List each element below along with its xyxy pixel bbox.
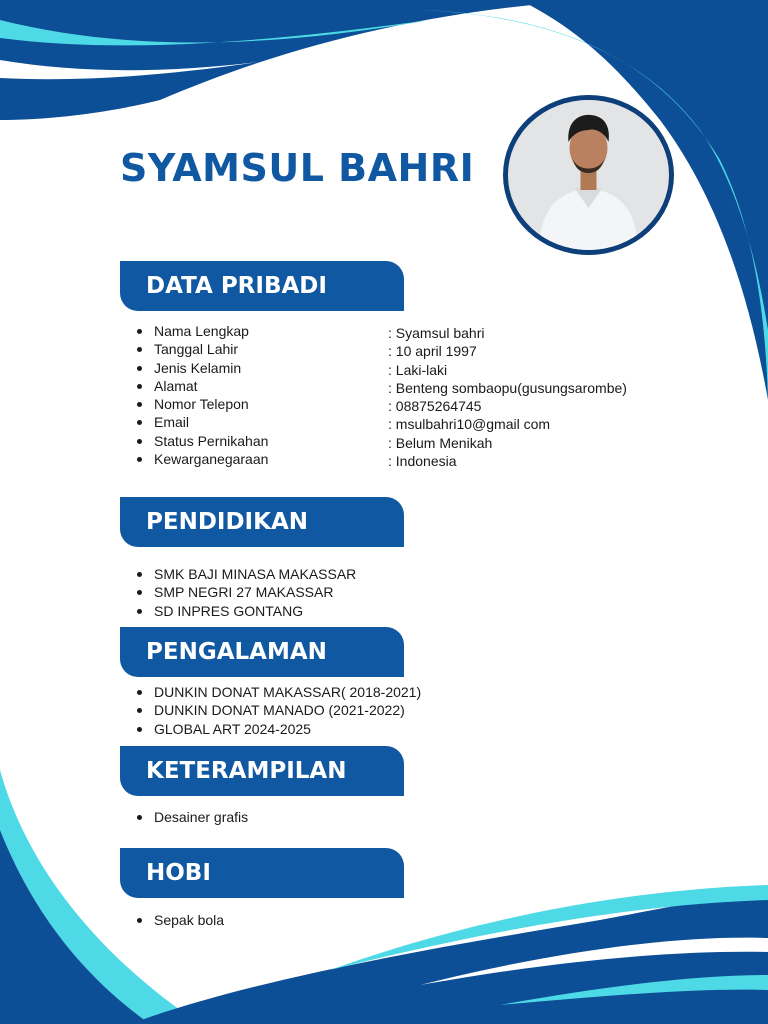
profile-photo — [503, 95, 674, 255]
list-item: Status Pernikahan — [136, 432, 268, 450]
full-name-heading: SYAMSUL BAHRI — [120, 146, 475, 190]
personal-data-labels — [136, 322, 268, 468]
section-header-hobbies: HOBI — [120, 848, 404, 898]
value-item: : Benteng sombaopu(gusungsarombe) — [388, 379, 627, 397]
value-item: : 10 april 1997 — [388, 342, 627, 360]
list-item: DUNKIN DONAT MAKASSAR( 2018-2021) — [136, 683, 421, 701]
list-item: Sepak bola — [136, 911, 224, 929]
skills-list — [136, 808, 248, 826]
list-item: Nama Lengkap — [136, 322, 268, 340]
value-item: : Laki-laki — [388, 361, 627, 379]
hobbies-list — [136, 911, 224, 929]
list-item: Alamat — [136, 377, 268, 395]
value-item: : msulbahri10@gmail com — [388, 415, 627, 433]
person-portrait-icon — [508, 100, 669, 250]
value-item: : Belum Menikah — [388, 434, 627, 452]
list-item: SMP NEGRI 27 MAKASSAR — [136, 583, 356, 601]
value-item: : Syamsul bahri — [388, 324, 627, 342]
section-header-skills: KETERAMPILAN — [120, 746, 404, 796]
value-item: : 08875264745 — [388, 397, 627, 415]
section-header-education: PENDIDIKAN — [120, 497, 404, 547]
personal-data-values — [388, 324, 627, 470]
experience-list — [136, 683, 421, 738]
list-item: Tanggal Lahir — [136, 340, 268, 358]
list-item: Kewarganegaraan — [136, 450, 268, 468]
value-item: : Indonesia — [388, 452, 627, 470]
top-wave-dark — [0, 0, 590, 120]
list-item: SMK BAJI MINASA MAKASSAR — [136, 565, 356, 583]
education-list — [136, 565, 356, 620]
list-item: Jenis Kelamin — [136, 359, 268, 377]
bottom-wave-dark — [130, 890, 768, 1024]
section-header-personal-data: DATA PRIBADI — [120, 261, 404, 311]
list-item: SD INPRES GONTANG — [136, 602, 356, 620]
list-item: Desainer grafis — [136, 808, 248, 826]
list-item: Nomor Telepon — [136, 395, 268, 413]
list-item: Email — [136, 413, 268, 431]
list-item: GLOBAL ART 2024-2025 — [136, 720, 421, 738]
section-header-experience: PENGALAMAN — [120, 627, 404, 677]
list-item: DUNKIN DONAT MANADO (2021-2022) — [136, 701, 421, 719]
